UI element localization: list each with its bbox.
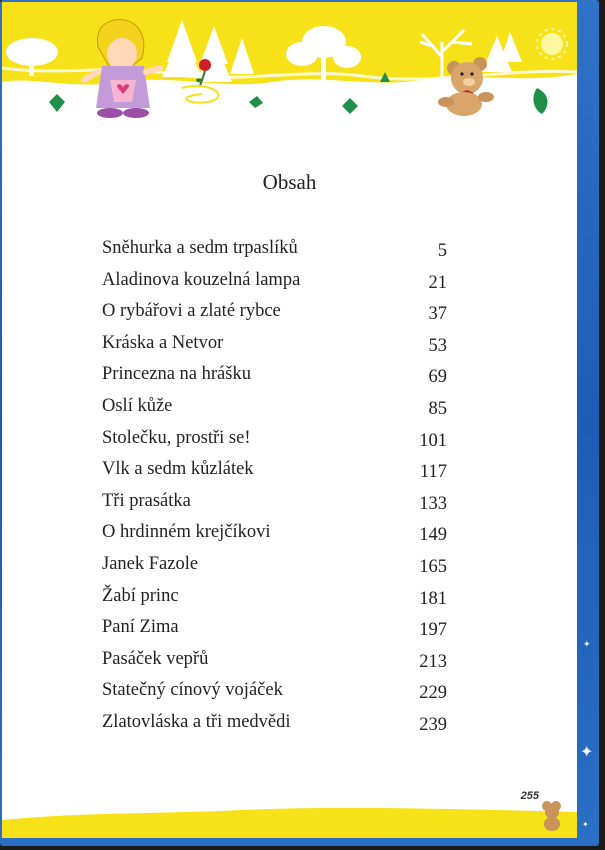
toc-entry-title: Stolečku, prostři se! xyxy=(102,427,251,448)
toc-entry-page: 101 xyxy=(419,430,447,451)
toc-title: Obsah xyxy=(262,170,317,194)
toc-entry-title: Oslí kůže xyxy=(102,395,173,416)
toc-entry xyxy=(102,645,447,677)
toc-entry-page: 53 xyxy=(428,335,447,356)
toc-entry-page: 37 xyxy=(428,304,447,325)
toc-entry xyxy=(102,487,447,519)
toc-entry-page: 165 xyxy=(419,556,447,577)
toc-entry xyxy=(102,676,447,708)
book-page xyxy=(2,2,577,838)
sparkle-icon: ✦ xyxy=(583,640,591,650)
toc-entry xyxy=(102,550,447,582)
toc-entry-page: 5 xyxy=(437,241,447,261)
page-number: 255 xyxy=(520,790,539,802)
toc-entry xyxy=(102,266,447,298)
toc-entry-page: 133 xyxy=(419,493,447,514)
toc-entry xyxy=(102,424,447,456)
toc-entry-title: Princezna na hrášku xyxy=(102,364,251,385)
toc-entry-title: Vlk a sedm kůzlátek xyxy=(102,459,254,480)
toc-entry-title: Statečný cínový vojáček xyxy=(102,680,283,701)
toc-entry-title: Kráska a Netvor xyxy=(102,332,224,353)
toc-entry xyxy=(102,708,447,740)
toc-entry-title: Žabí princ xyxy=(102,585,179,606)
toc-entry-title: Tři prasátka xyxy=(102,490,191,511)
bottom-decoration-banner xyxy=(2,788,577,838)
toc-entry xyxy=(102,455,447,487)
toc-entry-page: 239 xyxy=(419,714,447,735)
toc-entry-page: 85 xyxy=(428,398,447,419)
sparkle-icon: ✦ xyxy=(582,820,589,829)
toc-entry-page: 149 xyxy=(419,525,447,546)
toc-entry xyxy=(102,234,447,266)
toc-entry-title: O hrdinném krejčíkovi xyxy=(102,522,271,543)
toc-entry-title: Pasáček vepřů xyxy=(102,648,209,669)
toc-entry-page: 181 xyxy=(419,588,447,609)
toc-entry xyxy=(102,518,447,550)
table-of-contents xyxy=(102,234,447,740)
toc-entry-title: Janek Fazole xyxy=(102,553,199,574)
toc-entry-title: O rybářovi a zlaté rybce xyxy=(102,301,281,322)
toc-entry xyxy=(102,582,447,614)
toc-entry-page: 197 xyxy=(419,620,447,641)
toc-entry-title: Paní Zima xyxy=(102,617,179,638)
toc-entry-page: 229 xyxy=(419,683,447,704)
toc-entry xyxy=(102,613,447,645)
toc-entry xyxy=(102,360,447,392)
toc-entry-title: Aladinova kouzelná lampa xyxy=(102,269,301,290)
toc-entry-page: 117 xyxy=(419,462,447,483)
toc-entry-page: 21 xyxy=(428,272,447,293)
toc-entry-page: 213 xyxy=(419,651,447,672)
toc-entry-title: Zlatovláska a tři medvědi xyxy=(102,711,291,732)
toc-entry xyxy=(102,297,447,329)
sparkle-icon: ✦ xyxy=(580,742,594,761)
top-decoration-banner xyxy=(2,2,577,120)
toc-entry-title: Sněhurka a sedm trpaslíků xyxy=(102,238,298,258)
toc-entry xyxy=(102,329,447,361)
toc-entry xyxy=(102,392,447,424)
toc-entry-page: 69 xyxy=(428,367,447,388)
